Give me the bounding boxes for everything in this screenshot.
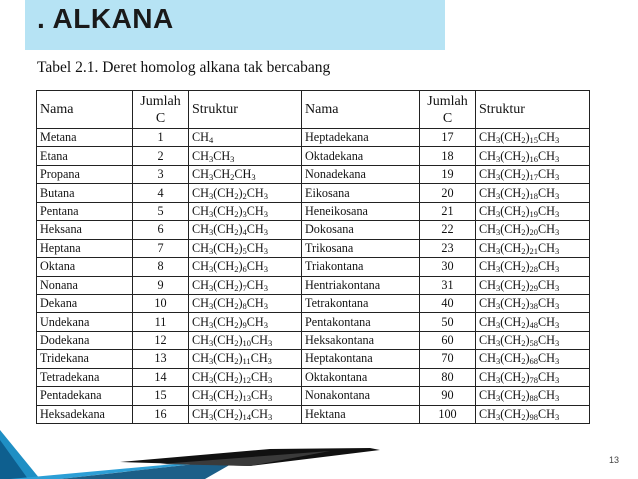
- cell-nama: Oktadekana: [302, 147, 420, 165]
- cell-jumlah-c: 10: [133, 294, 189, 312]
- cell-struktur: $CH_3(CH_2)_2CH_3$: [189, 184, 302, 202]
- cell-jumlah-c: 18: [420, 147, 476, 165]
- header-jumlah-line2: C: [155, 110, 166, 126]
- cell-nama: Propana: [37, 165, 133, 183]
- cell-struktur: $CH_3(CH_2)_{16}CH_3$: [476, 147, 590, 165]
- cell-nama: Nonana: [37, 276, 133, 294]
- cell-struktur: $CH_3(CH_2)_{28}CH_3$: [476, 258, 590, 276]
- cell-jumlah-c: 90: [420, 387, 476, 405]
- cell-nama: Undekana: [37, 313, 133, 331]
- cell-nama: Heksadekana: [37, 405, 133, 423]
- cell-nama: Tetradekana: [37, 368, 133, 386]
- cell-struktur: $CH_3(CH_2)_3CH_3$: [189, 202, 302, 220]
- cell-nama: Heksakontana: [302, 331, 420, 349]
- table-row: [37, 165, 590, 183]
- table-row: [37, 276, 590, 294]
- cell-nama: Oktakontana: [302, 368, 420, 386]
- cell-jumlah-c: 31: [420, 276, 476, 294]
- cell-jumlah-c: 100: [420, 405, 476, 423]
- cell-struktur: $CH_3(CH_2)_6CH_3$: [189, 258, 302, 276]
- page-number: 13: [609, 455, 620, 465]
- cell-nama: Heksana: [37, 221, 133, 239]
- cell-jumlah-c: 1: [133, 129, 189, 147]
- cell-struktur: $CH_3CH_2CH_3$: [189, 165, 302, 183]
- cell-struktur: $CH_3(CH_2)_{20}CH_3$: [476, 221, 590, 239]
- table-row: [37, 387, 590, 405]
- cell-struktur: $CH_3(CH_2)_{29}CH_3$: [476, 276, 590, 294]
- cell-struktur: $CH_3(CH_2)_{17}CH_3$: [476, 165, 590, 183]
- cell-jumlah-c: 70: [420, 350, 476, 368]
- cell-struktur: $CH_3(CH_2)_{98}CH_3$: [476, 405, 590, 423]
- table-row: [37, 294, 590, 312]
- cell-jumlah-c: 8: [133, 258, 189, 276]
- cell-struktur: $CH_3(CH_2)_{13}CH_3$: [189, 387, 302, 405]
- cell-struktur: $CH_3(CH_2)_8CH_3$: [189, 294, 302, 312]
- cell-struktur: $CH_3(CH_2)_{38}CH_3$: [476, 294, 590, 312]
- cell-struktur: $CH_3(CH_2)_{14}CH_3$: [189, 405, 302, 423]
- cell-jumlah-c: 23: [420, 239, 476, 257]
- cell-nama: Etana: [37, 147, 133, 165]
- cell-jumlah-c: 11: [133, 313, 189, 331]
- cell-nama: Trikosana: [302, 239, 420, 257]
- cell-struktur: $CH_3(CH_2)_{10}CH_3$: [189, 331, 302, 349]
- title-bar: [25, 0, 445, 50]
- cell-struktur: $CH_3(CH_2)_{58}CH_3$: [476, 331, 590, 349]
- table-row: [37, 239, 590, 257]
- cell-nama: Dokosana: [302, 221, 420, 239]
- cell-struktur: $CH_3(CH_2)_{15}CH_3$: [476, 129, 590, 147]
- cell-jumlah-c: 80: [420, 368, 476, 386]
- header-jumlah-c-2: [420, 91, 476, 129]
- cell-jumlah-c: 17: [420, 129, 476, 147]
- cell-jumlah-c: 13: [133, 350, 189, 368]
- homolog-table: [36, 90, 590, 424]
- cell-nama: Pentakontana: [302, 313, 420, 331]
- cell-nama: Heptadekana: [302, 129, 420, 147]
- cell-struktur: $CH_3(CH_2)_{11}CH_3$: [189, 350, 302, 368]
- cell-jumlah-c: 6: [133, 221, 189, 239]
- cell-jumlah-c: 7: [133, 239, 189, 257]
- cell-nama: Dodekana: [37, 331, 133, 349]
- cell-struktur: $CH_3(CH_2)_{48}CH_3$: [476, 313, 590, 331]
- cell-nama: Eikosana: [302, 184, 420, 202]
- table-row: [37, 368, 590, 386]
- cell-nama: Heptakontana: [302, 350, 420, 368]
- table-row: [37, 350, 590, 368]
- cell-struktur: $CH_3(CH_2)_4CH_3$: [189, 221, 302, 239]
- cell-jumlah-c: 40: [420, 294, 476, 312]
- cell-struktur: $CH_3(CH_2)_{88}CH_3$: [476, 387, 590, 405]
- cell-jumlah-c: 12: [133, 331, 189, 349]
- header-struktur: Struktur: [189, 91, 302, 129]
- cell-nama: Nonakontana: [302, 387, 420, 405]
- cell-jumlah-c: 16: [133, 405, 189, 423]
- cell-nama: Dekana: [37, 294, 133, 312]
- cell-nama: Hentriakontana: [302, 276, 420, 294]
- table-row: [37, 184, 590, 202]
- cell-struktur: $CH_3(CH_2)_{19}CH_3$: [476, 202, 590, 220]
- cell-struktur: $CH_3(CH_2)_{12}CH_3$: [189, 368, 302, 386]
- slide-title: . ALKANA: [37, 3, 174, 34]
- cell-jumlah-c: 30: [420, 258, 476, 276]
- cell-nama: Metana: [37, 129, 133, 147]
- cell-nama: Triakontana: [302, 258, 420, 276]
- table-row: [37, 331, 590, 349]
- cell-jumlah-c: 20: [420, 184, 476, 202]
- cell-struktur: $CH_3(CH_2)_{68}CH_3$: [476, 350, 590, 368]
- cell-jumlah-c: 5: [133, 202, 189, 220]
- cell-struktur: $CH_3(CH_2)_7CH_3$: [189, 276, 302, 294]
- cell-struktur: $CH_3CH_3$: [189, 147, 302, 165]
- table-row: [37, 202, 590, 220]
- bottom-decoration: [0, 404, 638, 479]
- cell-nama: Oktana: [37, 258, 133, 276]
- cell-nama: Heptana: [37, 239, 133, 257]
- cell-nama: Pentana: [37, 202, 133, 220]
- cell-nama: Nonadekana: [302, 165, 420, 183]
- cell-nama: Tetrakontana: [302, 294, 420, 312]
- cell-struktur: $CH_3(CH_2)_9CH_3$: [189, 313, 302, 331]
- cell-jumlah-c: 9: [133, 276, 189, 294]
- header-jumlah-c: [133, 91, 189, 129]
- table-caption: Tabel 2.1. Deret homolog alkana tak bercabang: [37, 59, 331, 76]
- table-row: [37, 258, 590, 276]
- cell-nama: Hektana: [302, 405, 420, 423]
- cell-jumlah-c: 22: [420, 221, 476, 239]
- header-nama-2: Nama: [302, 91, 420, 129]
- cell-jumlah-c: 19: [420, 165, 476, 183]
- table-row: [37, 221, 590, 239]
- header-jumlah-line1-2: Jumlah: [427, 93, 468, 109]
- cell-jumlah-c: 21: [420, 202, 476, 220]
- cell-jumlah-c: 15: [133, 387, 189, 405]
- cell-struktur: $CH_3(CH_2)_{18}CH_3$: [476, 184, 590, 202]
- cell-nama: Pentadekana: [37, 387, 133, 405]
- cell-jumlah-c: 50: [420, 313, 476, 331]
- cell-jumlah-c: 4: [133, 184, 189, 202]
- table-row: [37, 313, 590, 331]
- header-jumlah-line1: Jumlah: [140, 93, 181, 109]
- cell-jumlah-c: 3: [133, 165, 189, 183]
- cell-struktur: $CH_3(CH_2)_{78}CH_3$: [476, 368, 590, 386]
- cell-nama: Heneikosana: [302, 202, 420, 220]
- table-header-row: [37, 91, 590, 129]
- cell-nama: Butana: [37, 184, 133, 202]
- cell-struktur: $CH_4$: [189, 129, 302, 147]
- table-row: [37, 147, 590, 165]
- cell-struktur: $CH_3(CH_2)_5CH_3$: [189, 239, 302, 257]
- cell-nama: Tridekana: [37, 350, 133, 368]
- cell-jumlah-c: 2: [133, 147, 189, 165]
- table-body: [37, 129, 590, 424]
- table-row: [37, 129, 590, 147]
- cell-jumlah-c: 60: [420, 331, 476, 349]
- header-struktur-2: Struktur: [476, 91, 590, 129]
- header-jumlah-line2-2: C: [442, 110, 453, 126]
- cell-jumlah-c: 14: [133, 368, 189, 386]
- cell-struktur: $CH_3(CH_2)_{21}CH_3$: [476, 239, 590, 257]
- header-nama: Nama: [37, 91, 133, 129]
